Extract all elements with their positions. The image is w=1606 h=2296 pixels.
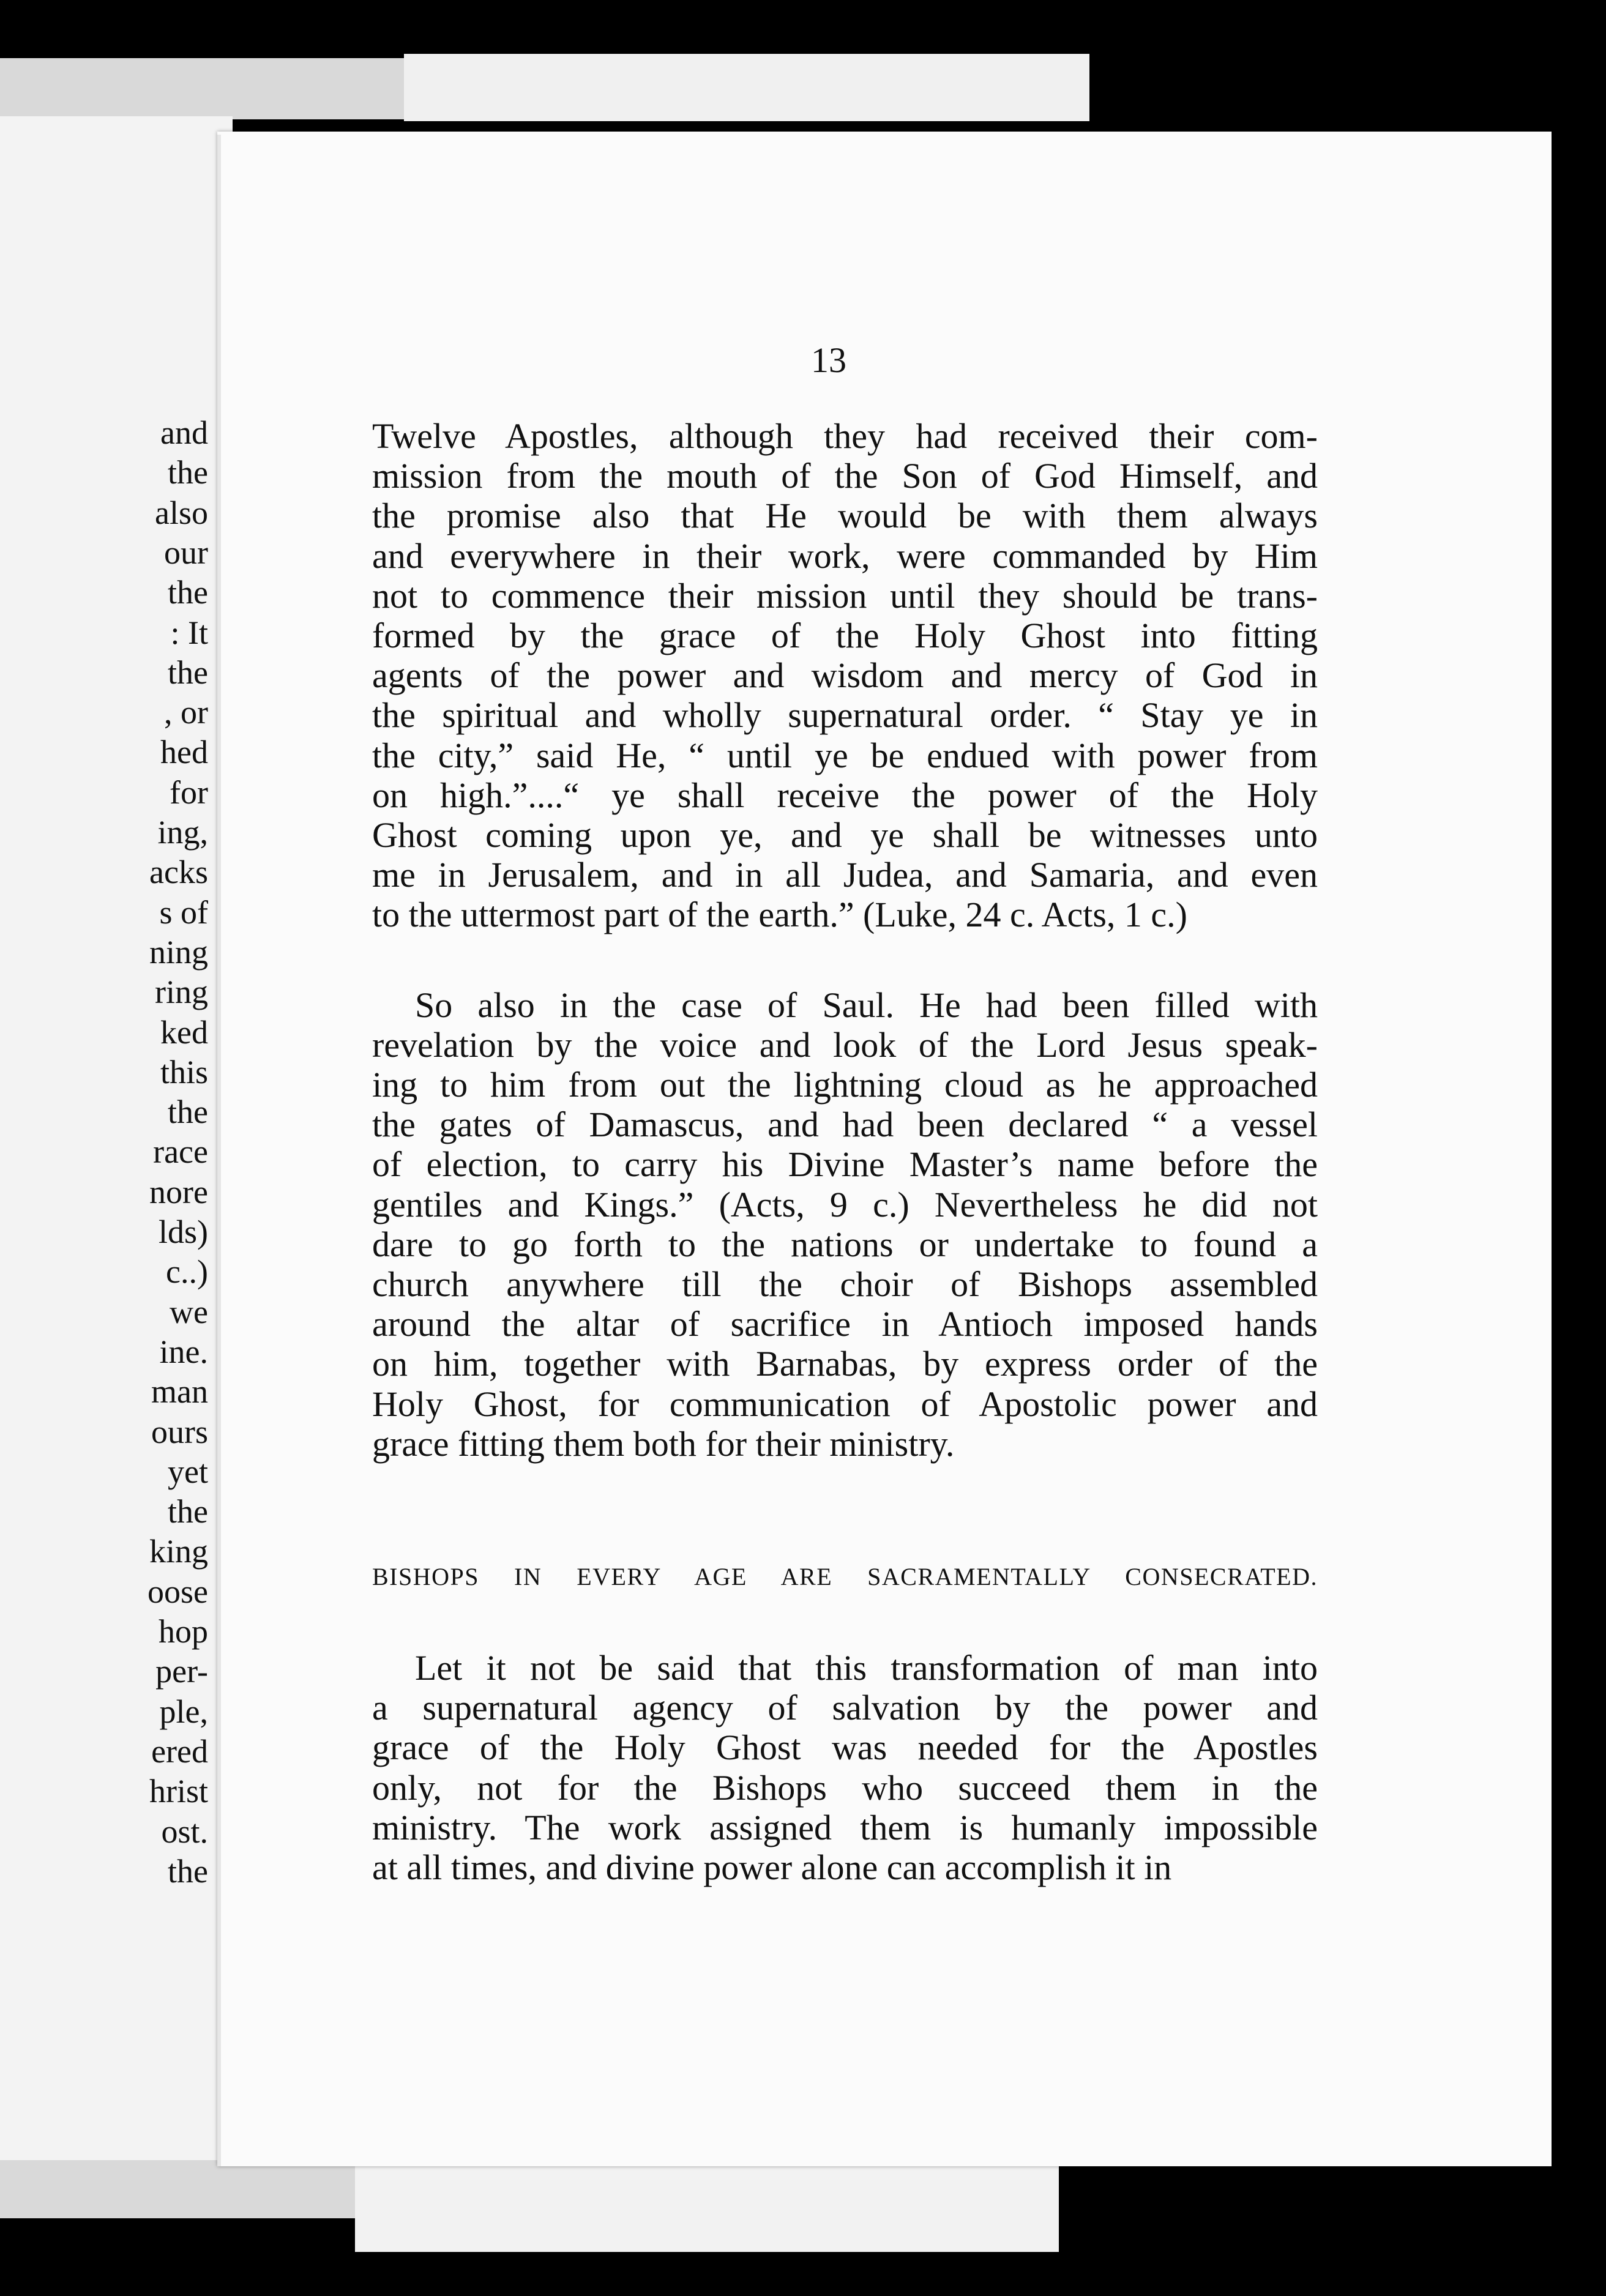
left-page-fragment: nore	[149, 1173, 208, 1210]
left-facing-page	[0, 116, 233, 2179]
left-page-fragment: ost.	[161, 1813, 208, 1850]
text-line: not to commence their mission until they should be trans-	[372, 575, 1318, 616]
left-page-fragment: c..)	[166, 1253, 208, 1291]
left-page-fragment: our	[164, 534, 208, 571]
text-line: revelation by the voice and look of the Lord Jesus speak-	[372, 1024, 1318, 1065]
left-page-fragment: race	[153, 1133, 208, 1171]
left-page-fragment: hrist	[149, 1773, 208, 1810]
page-number: 13	[811, 340, 846, 380]
text-line: So also in the case of Saul. He had been filled with	[415, 985, 1318, 1025]
text-line: grace of the Holy Ghost was needed for the Apostles	[372, 1728, 1318, 1768]
left-page-fragment: the	[168, 1493, 208, 1530]
text-line: ministry. The work assigned them is humanly impossible	[372, 1807, 1318, 1847]
text-line: church anywhere till the choir of Bishops assembled	[372, 1264, 1318, 1305]
left-page-fragment: ine.	[159, 1333, 208, 1370]
text-line: at all times, and divine power alone can accomplish it in	[372, 1847, 1172, 1888]
left-page-fragment: ring	[155, 974, 208, 1011]
text-line: formed by the grace of the Holy Ghost into fitting	[372, 616, 1318, 656]
left-page-fragment: ple,	[159, 1693, 208, 1730]
page-gutter	[217, 135, 221, 2166]
text-line: Holy Ghost, for communication of Apostolic power and	[372, 1384, 1318, 1424]
left-page-fragment: king	[149, 1533, 208, 1570]
left-page-fragment: : It	[170, 614, 208, 651]
text-line: Twelve Apostles, although they had received their com-	[372, 416, 1318, 456]
left-page-fragment: we	[170, 1293, 208, 1330]
left-page-fragment: ing,	[157, 814, 208, 851]
left-page-fragment: man	[151, 1373, 208, 1411]
top-binding-strip-right	[404, 54, 1089, 121]
text-line: gentiles and Kings.” (Acts, 9 c.) Nevertheless he did not	[372, 1184, 1318, 1224]
left-page-fragment: lds)	[159, 1213, 208, 1250]
text-line: the gates of Damascus, and had been declared “ a vessel	[372, 1105, 1318, 1145]
text-line: ing to him from out the lightning cloud as he approached	[372, 1065, 1318, 1105]
left-page-fragment: ours	[151, 1413, 208, 1450]
paragraph	[372, 416, 1318, 935]
left-page-fragment: per-	[155, 1653, 208, 1690]
left-page-fragment: yet	[168, 1453, 208, 1490]
left-page-fragment: for	[170, 773, 208, 811]
paragraph-gap	[372, 935, 1318, 985]
paragraph-3	[372, 1648, 1318, 1887]
text-line: of election, to carry his Divine Master’s name before the	[372, 1144, 1318, 1185]
top-binding-strip	[0, 58, 404, 119]
left-page-fragment: hed	[160, 734, 208, 771]
left-page-fragment: , or	[164, 694, 208, 731]
left-page-fragment: and	[160, 414, 208, 451]
text-line: around the altar of sacrifice in Antioch imposed hands	[372, 1304, 1318, 1344]
text-line: the spiritual and wholly supernatural order. “ Stay ye in	[372, 695, 1318, 736]
paragraph	[372, 985, 1318, 1464]
left-page-fragment: the	[168, 1852, 208, 1890]
left-page-fragment: oose	[148, 1573, 208, 1610]
text-line: to the uttermost part of the earth.” (Luke, 24 c. Acts, 1 c.)	[372, 895, 1187, 935]
text-line: dare to go forth to the nations or undertake to found a	[372, 1224, 1318, 1264]
text-line: the promise also that He would be with them always	[372, 496, 1318, 536]
text-line: mission from the mouth of the Son of God Himself, and	[372, 456, 1318, 496]
text-line: on him, together with Barnabas, by express order of the	[372, 1344, 1318, 1384]
section-heading: BISHOPS IN EVERY AGE ARE SACRAMENTALLY CONSECRATED.	[372, 1563, 1318, 1590]
text-line: Ghost coming upon ye, and ye shall be witnesses unto	[372, 815, 1318, 855]
text-line: grace fitting them both for their ministry.	[372, 1423, 955, 1464]
text-line: and everywhere in their work, were commanded by Him	[372, 535, 1318, 576]
left-page-fragment: the	[168, 574, 208, 611]
left-page-fragment: the	[168, 654, 208, 691]
left-page-fragment: acks	[149, 854, 208, 891]
text-line: the city,” said He, “ until ye be endued with power from	[372, 735, 1318, 775]
paragraph	[372, 1648, 1318, 1887]
bottom-binding-strip-right	[355, 2166, 1059, 2252]
left-page-fragment: the	[168, 1094, 208, 1131]
body-text	[372, 416, 1318, 1464]
text-line: only, not for the Bishops who succeed them in the	[372, 1767, 1318, 1808]
left-page-fragment: also	[155, 494, 208, 531]
left-page-fragment: ked	[160, 1013, 208, 1051]
left-page-fragment: the	[168, 454, 208, 491]
left-page-fragment: ning	[149, 933, 208, 971]
left-page-fragment: s of	[159, 893, 208, 931]
left-page-fragment: this	[160, 1053, 208, 1090]
text-line: agents of the power and wisdom and mercy of God in	[372, 655, 1318, 696]
left-page-fragment: ered	[151, 1732, 208, 1770]
bottom-binding-strip	[0, 2160, 367, 2218]
text-line: on high.”....“ ye shall receive the power of the Holy	[372, 775, 1318, 815]
left-page-fragment: hop	[159, 1613, 208, 1650]
text-line: Let it not be said that this transformation of man into	[415, 1648, 1318, 1688]
text-line: a supernatural agency of salvation by the power and	[372, 1688, 1318, 1728]
text-line: me in Jerusalem, and in all Judea, and Samaria, and even	[372, 855, 1318, 895]
